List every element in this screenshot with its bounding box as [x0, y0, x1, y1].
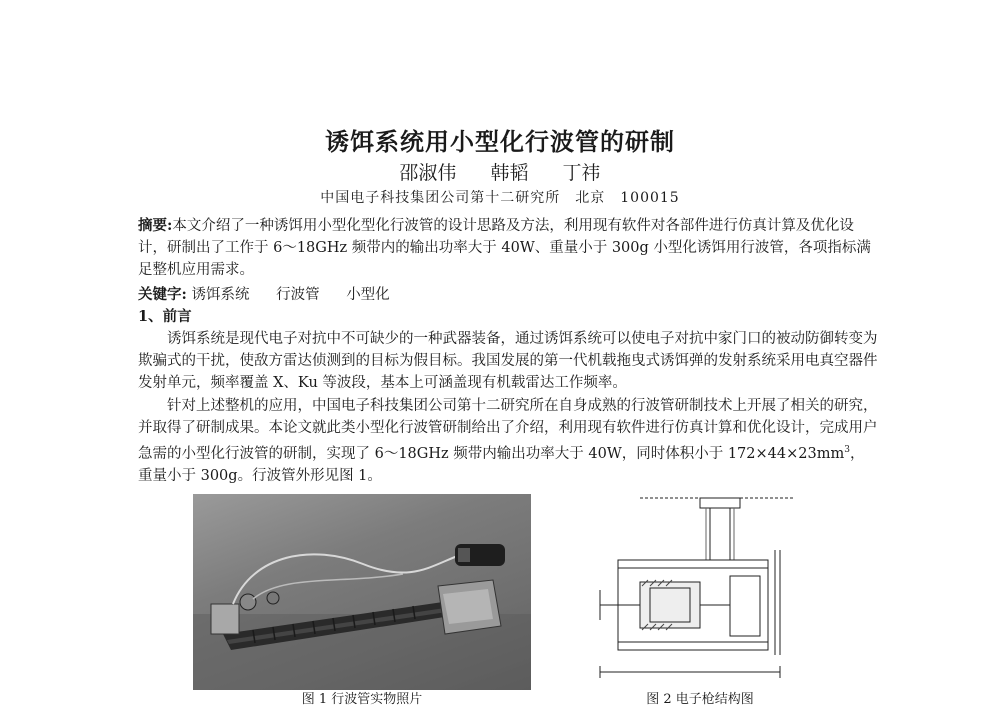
abstract-text: 本文介绍了一种诱饵用小型化型化行波管的设计思路及方法，利用现有软件对各部件进行仿真计算及优化设计，研制出了工作于 6～18GHz 频带内的输出功率大于 40W、重量小于 300g 小型化诱饵用行波管，各项指标满足整机应用需求。 — [138, 218, 871, 278]
figure-1-photo — [193, 494, 531, 690]
keywords — [138, 284, 878, 306]
author: 丁祎 — [562, 162, 601, 184]
figure-2-diagram — [580, 490, 820, 690]
paragraph — [138, 395, 878, 487]
keyword: 小型化 — [346, 287, 390, 303]
keyword: 诱饵系统 — [191, 287, 250, 303]
abstract-label: 摘要: — [138, 217, 173, 234]
figure-1-caption: 图 1 行波管实物照片 — [301, 692, 423, 707]
affiliation: 中国电子科技集团公司第十二研究所 北京 100015 — [320, 190, 680, 206]
figure-2-caption: 图 2 电子枪结构图 — [646, 692, 754, 707]
keyword: 行波管 — [276, 287, 320, 303]
paper-title: 诱饵系统用小型化行波管的研制 — [325, 128, 675, 156]
superscript: 3 — [844, 445, 850, 455]
author: 邵淑伟 — [399, 162, 457, 184]
author-list — [0, 158, 1000, 185]
author: 韩韬 — [490, 162, 529, 184]
abstract — [138, 215, 878, 281]
paragraph: 诱饵系统是现代电子对抗中不可缺少的一种武器装备，通过诱饵系统可以使电子对抗中家门口的被动防御转变为欺骗式的干扰，使敌方雷达侦测到的目标为假目标。我国发展的第一代机载拖曳式诱饵弹的发射系统采用电真空器件发射单元，频率覆盖 X、Ku 等波段，基本上可涵盖现有机载雷达工作频率。 — [138, 331, 878, 391]
section-heading: 1、前言 — [138, 308, 192, 325]
keywords-label: 关键字: — [138, 286, 187, 303]
paragraph-text: ，重量小于 300g。行波管外形见图 1。 — [138, 445, 865, 484]
paragraph-text: 针对上述整机的应用，中国电子科技集团公司第十二研究所在自身成熟的行波管研制技术上开展了相关的研究，并取得了研制成果。本论文就此类小型化行波管研制给出了介绍，利用现有软件进行仿真计算和优化设计，完成用户急需的小型化行波管的研制，实现了 6～18GHz 频带内输出功率大于 40W，同时体积小于 172×44×23mm — [138, 398, 878, 462]
